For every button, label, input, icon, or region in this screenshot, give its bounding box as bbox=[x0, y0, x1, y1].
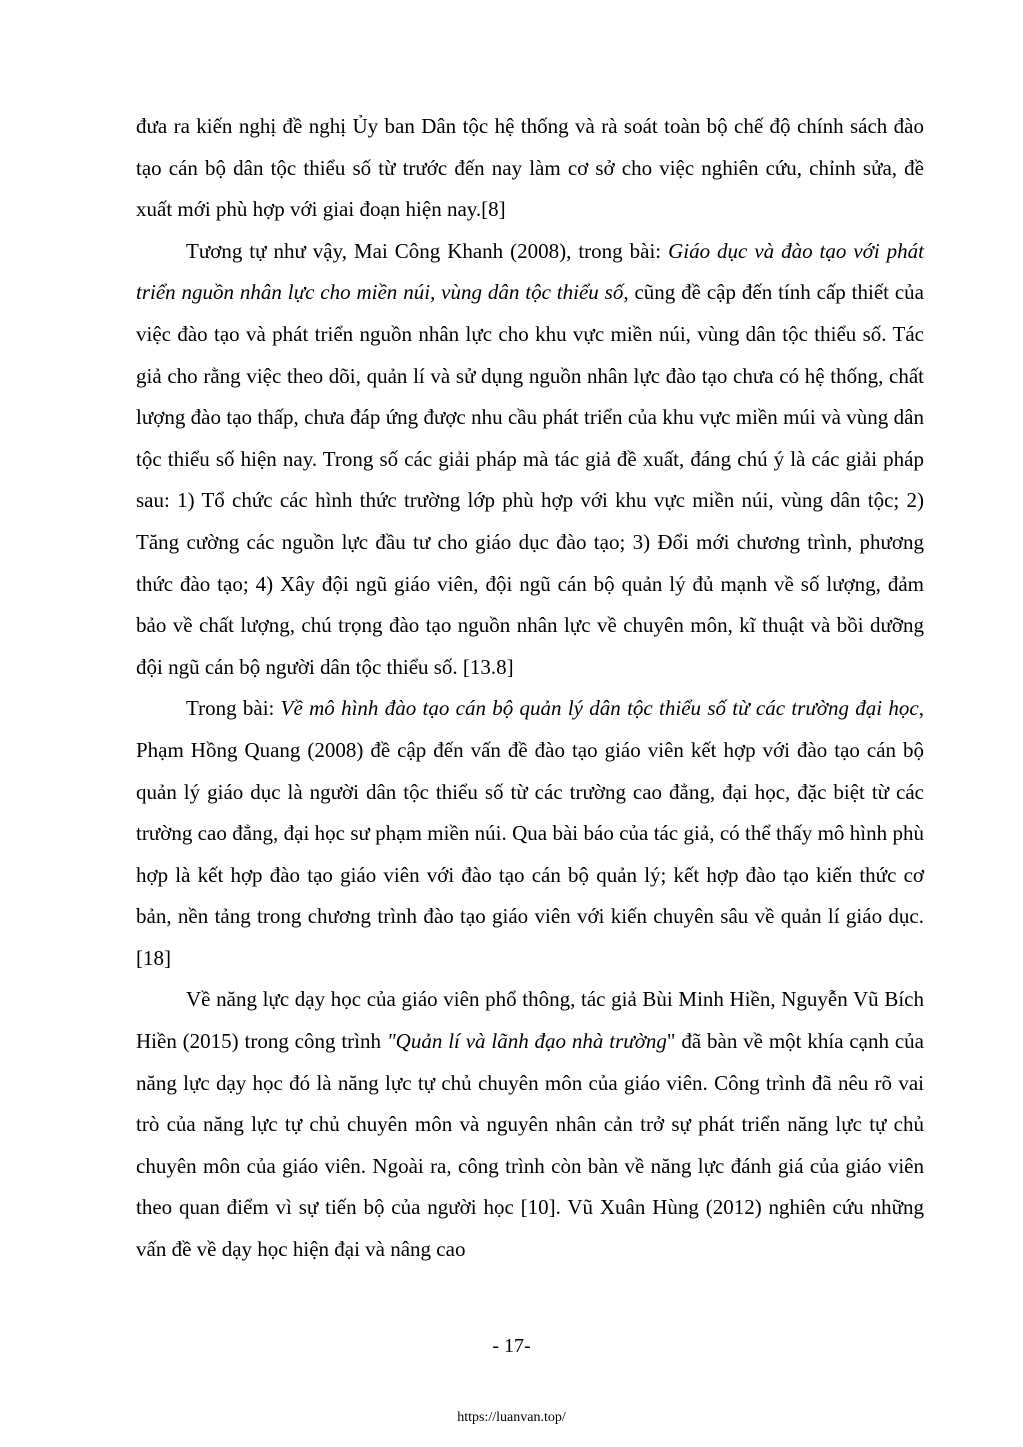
paragraph-4 bbox=[136, 979, 924, 1270]
paragraph-2 bbox=[136, 231, 924, 689]
paragraph-3-text-lead: Trong bài: bbox=[186, 696, 281, 721]
paragraph-3 bbox=[136, 688, 924, 979]
paragraph-2-text-body: , cũng đề cập đến tính cấp thiết của việc đào tạo và phát triển nguồn nhân lực cho khu vực miền núi, vùng dân tộc thiểu số. Tác giả cho rằng việc theo dõi, quản lí và sử dụng nguồn nhân lực đào tạo chưa có hệ thống, chất lượng đào tạo thấp, chưa đáp ứng được nhu cầu phát triển của khu vực miền múi và vùng dân tộc thiểu số hiện nay. Trong số các giải pháp mà tác giả đề xuất, đáng chú ý là các giải pháp sau: 1) Tổ chức các hình thức trường lớp phù hợp với khu vực miền núi, vùng dân tộc; 2) Tăng cường các nguồn lực đầu tư cho giáo dục đào tạo; 3) Đổi mới chương trình, phương thức đào tạo; 4) Xây đội ngũ giáo viên, đội ngũ cán bộ quản lý đủ mạnh về số lượng, đảm bảo về chất lượng, chú trọng đào tạo nguồn nhân lực về chuyên môn, kĩ thuật và bồi dưỡng đội ngũ cán bộ người dân tộc thiểu số. [13.8] bbox=[136, 280, 924, 679]
paragraph-4-text-body: " đã bàn về một khía cạnh của năng lực dạy học đó là năng lực tự chủ chuyên môn của giáo viên. Công trình đã nêu rõ vai trò của năng lực tự chủ chuyên môn và nguyên nhân cản trở sự phát triển năng lực tự chủ chuyên môn của giáo viên. Ngoài ra, công trình còn bàn về năng lực đánh giá của giáo viên theo quan điểm vì sự tiến bộ của người học [10]. Vũ Xuân Hùng (2012) nghiên cứu những vấn đề về dạy học hiện đại và nâng cao bbox=[136, 1029, 924, 1262]
paragraph-1-text: đưa ra kiến nghị đề nghị Ủy ban Dân tộc hệ thống và rà soát toàn bộ chế độ chính sách đào tạo cán bộ dân tộc thiểu số từ trước đến nay làm cơ sở cho việc nghiên cứu, chỉnh sửa, đề xuất mới phù hợp với giai đoạn hiện nay.[8] bbox=[136, 114, 924, 222]
paragraph-2-text-lead: Tương tự như vậy, Mai Công Khanh (2008), trong bài: bbox=[186, 238, 669, 263]
page-number: - 17- bbox=[492, 1335, 531, 1357]
paragraph-3-title-italic: Về mô hình đào tạo cán bộ quản lý dân tộc thiểu số từ các trường đại học bbox=[280, 696, 919, 721]
paragraph-4-title-italic: "Quản lí và lãnh đạo nhà trường bbox=[386, 1029, 667, 1054]
paragraph-4-text-lead: Về năng lực dạy học của giáo viên phổ thông, tác giả Bùi Minh Hiền, Nguyễn Vũ Bích Hiền (2015) trong công trình bbox=[136, 987, 924, 1054]
footer-url-link[interactable]: https://luanvan.top/ bbox=[457, 1410, 566, 1425]
paragraph-1 bbox=[136, 106, 924, 231]
paragraph-3-text-body: , Phạm Hồng Quang (2008) đề cập đến vấn đề đào tạo giáo viên kết hợp với đào tạo cán bộ quản lý giáo dục là người dân tộc thiểu số từ các trường cao đẳng, đại học, đặc biệt từ các trường cao đẳng, đại học sư phạm miền núi. Qua bài báo của tác giả, có thể thấy mô hình phù hợp là kết hợp đào tạo giáo viên với đào tạo cán bộ quản lý; kết hợp đào tạo kiến thức cơ bản, nền tảng trong chương trình đào tạo giáo viên với kiến chuyên sâu về quản lí giáo dục. [18] bbox=[136, 696, 924, 970]
paragraph-2-title-italic: Giáo dục và đào tạo với phát triển nguồn nhân lực cho miền núi, vùng dân tộc thiểu số bbox=[136, 238, 924, 305]
page-body bbox=[136, 106, 924, 1271]
